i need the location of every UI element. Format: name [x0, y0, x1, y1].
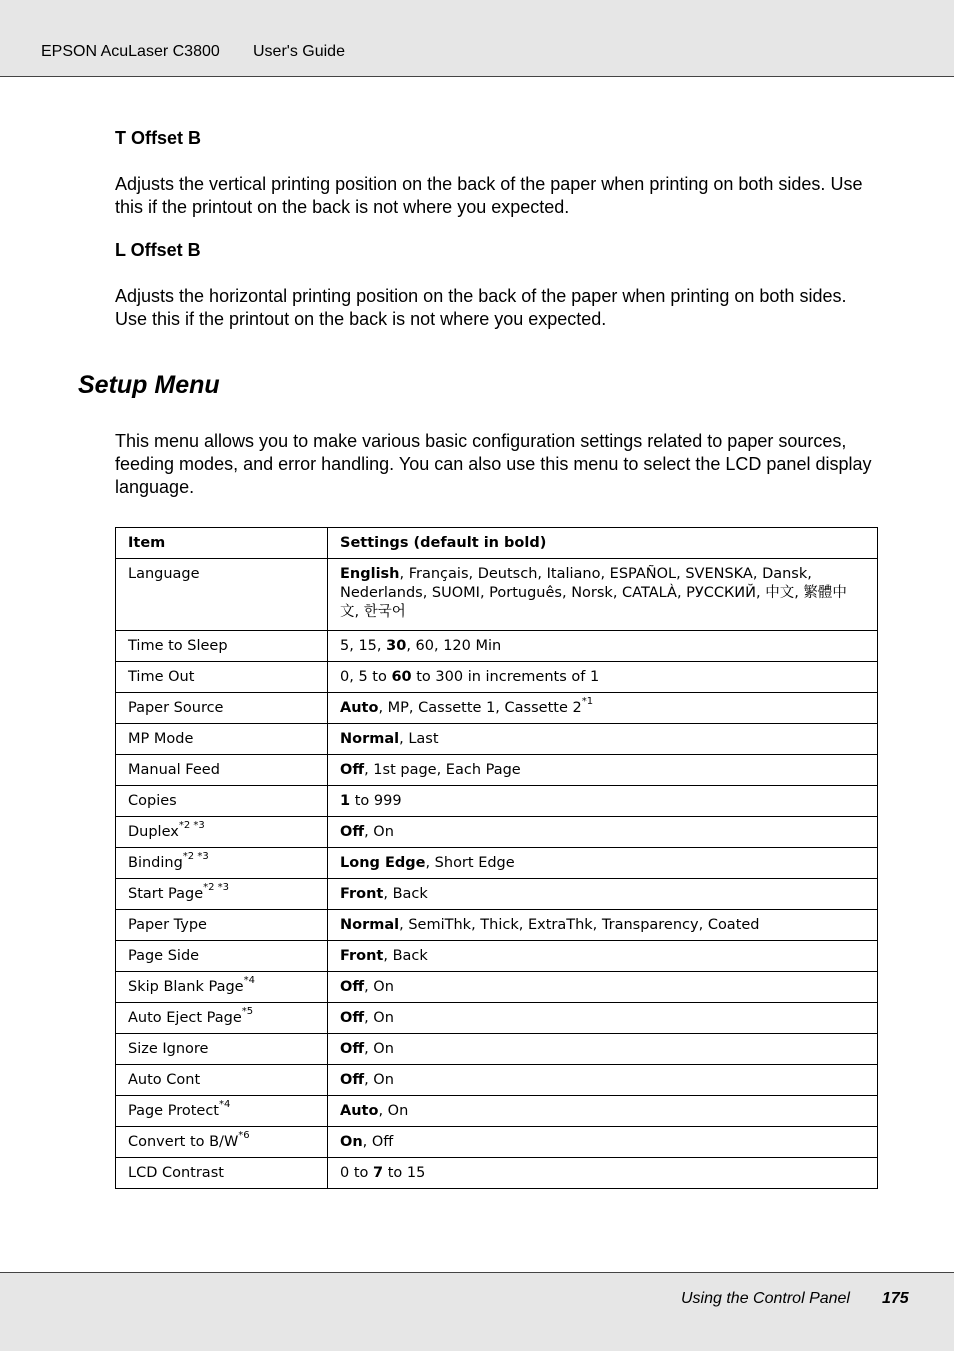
default-value: Auto	[340, 700, 379, 716]
row-settings	[328, 1003, 878, 1034]
item-label: Paper Source	[128, 700, 224, 716]
row-item-name	[116, 848, 328, 879]
item-label: LCD Contrast	[128, 1165, 224, 1181]
row-item-name	[116, 1158, 328, 1189]
row-settings	[328, 1065, 878, 1096]
default-value: 30	[386, 638, 407, 654]
table-row	[116, 879, 878, 910]
row-settings	[328, 879, 878, 910]
settings-rest: , Off	[362, 1134, 394, 1150]
row-item-name	[116, 755, 328, 786]
default-value: Off	[340, 1041, 365, 1057]
column-header-item: Item	[116, 528, 328, 559]
footer-section-title: Using the Control Panel	[681, 1290, 850, 1307]
table-row	[116, 1065, 878, 1096]
item-label: Size Ignore	[128, 1041, 209, 1057]
item-label: Copies	[128, 793, 177, 809]
item-label: Auto Cont	[128, 1072, 201, 1088]
setup-menu-heading: Setup Menu	[78, 371, 220, 399]
footnote-marker: *6	[238, 1130, 250, 1141]
row-settings	[328, 817, 878, 848]
row-item-name	[116, 1127, 328, 1158]
default-value: On	[340, 1134, 363, 1150]
page-number: 175	[882, 1290, 909, 1307]
row-settings	[328, 693, 878, 724]
table-row	[116, 662, 878, 693]
settings-rest: , Short Edge	[425, 855, 515, 871]
header-guide-title: User's Guide	[253, 43, 345, 60]
row-settings	[328, 972, 878, 1003]
default-value: Off	[340, 1072, 365, 1088]
settings-rest: , Last	[399, 731, 439, 747]
settings-prefix: 0 to	[340, 1165, 374, 1181]
table-row	[116, 910, 878, 941]
settings-rest: , On	[378, 1103, 409, 1119]
settings-rest: , Back	[383, 886, 428, 902]
table-row	[116, 786, 878, 817]
page-header	[0, 0, 954, 77]
default-value: Off	[340, 824, 365, 840]
settings-rest: , On	[364, 1010, 394, 1026]
row-item-name	[116, 910, 328, 941]
row-item-name	[116, 559, 328, 631]
table-row	[116, 1003, 878, 1034]
row-item-name	[116, 941, 328, 972]
item-label: Manual Feed	[128, 762, 220, 778]
default-value: English	[340, 566, 400, 582]
item-label: Skip Blank Page	[128, 979, 244, 995]
default-value: Off	[340, 1010, 365, 1026]
t-offset-b-heading: T Offset B	[115, 128, 202, 148]
row-settings	[328, 1127, 878, 1158]
footnote-marker: *5	[241, 1006, 254, 1017]
page-footer	[0, 1272, 954, 1351]
row-settings	[328, 631, 878, 662]
row-item-name	[116, 631, 328, 662]
table-row	[116, 1158, 878, 1189]
row-settings	[328, 724, 878, 755]
footnote-marker: *4	[218, 1099, 231, 1110]
row-settings	[328, 848, 878, 879]
item-label: Page Protect	[128, 1103, 219, 1119]
settings-prefix: 0, 5 to	[340, 669, 392, 685]
settings-rest: , MP, Cassette 1, Cassette 2	[378, 700, 582, 716]
header-product-name: EPSON AcuLaser C3800	[41, 43, 220, 60]
item-label: Paper Type	[128, 917, 207, 933]
row-settings	[328, 1034, 878, 1065]
default-value: Off	[340, 762, 365, 778]
footnote-marker: *2 *3	[178, 820, 205, 831]
default-value: Front	[340, 948, 384, 964]
item-label: Auto Eject Page	[128, 1010, 242, 1026]
t-offset-b-description: Adjusts the vertical printing position on the back of the paper when printing on both sides. Use this if the printout on the back is not where you expected.	[115, 174, 863, 217]
settings-rest: to 15	[383, 1165, 426, 1181]
row-item-name	[116, 786, 328, 817]
row-item-name	[116, 724, 328, 755]
settings-rest: , Français, Deutsch, Italiano, ESPAÑOL, SVENSKA, Dansk, Nederlands, SUOMI, Português, Norsk, CATALÀ, РУССКИЙ, 中文, 繁體中文, 한국어	[340, 566, 847, 620]
row-item-name	[116, 817, 328, 848]
l-offset-b-description: Adjusts the horizontal printing position on the back of the paper when printing on both sides. Use this if the printout on the back is not where you expected.	[115, 286, 847, 329]
settings-rest: to 999	[350, 793, 402, 809]
item-label: Page Side	[128, 948, 200, 964]
table-row	[116, 724, 878, 755]
row-item-name	[116, 1065, 328, 1096]
row-item-name	[116, 1003, 328, 1034]
default-value: Normal	[340, 731, 400, 747]
default-value: Front	[340, 886, 384, 902]
row-item-name	[116, 662, 328, 693]
row-settings	[328, 662, 878, 693]
settings-rest: , On	[364, 1072, 394, 1088]
settings-rest: , 60, 120 Min	[406, 638, 502, 654]
settings-rest: , On	[364, 824, 394, 840]
item-label: Convert to B/W	[128, 1134, 239, 1150]
row-settings	[328, 1096, 878, 1127]
settings-rest: , On	[364, 979, 394, 995]
row-item-name	[116, 693, 328, 724]
default-value: 60	[391, 669, 412, 685]
default-value: 7	[373, 1165, 384, 1181]
l-offset-b-heading: L Offset B	[115, 240, 201, 260]
table-row	[116, 693, 878, 724]
footnote-marker: *4	[243, 975, 255, 986]
row-settings	[328, 941, 878, 972]
row-settings	[328, 786, 878, 817]
table-row	[116, 941, 878, 972]
settings-rest: , Back	[383, 948, 428, 964]
table-header-row	[116, 528, 878, 559]
row-settings	[328, 559, 878, 631]
settings-rest: , SemiThk, Thick, ExtraThk, Transparency, Coated	[399, 917, 760, 933]
row-item-name	[116, 972, 328, 1003]
table-body	[116, 559, 878, 1189]
footnote-marker: *2 *3	[182, 851, 209, 862]
settings-rest: , On	[364, 1041, 394, 1057]
row-item-name	[116, 1096, 328, 1127]
column-header-settings: Settings (default in bold)	[328, 528, 878, 559]
table-row	[116, 631, 878, 662]
footnote-marker: *1	[581, 696, 594, 707]
item-label: Time Out	[128, 669, 195, 685]
settings-prefix: 5, 15,	[340, 638, 387, 654]
row-item-name	[116, 879, 328, 910]
table-row	[116, 559, 878, 631]
footnote-marker: *2 *3	[203, 882, 230, 893]
default-value: Off	[340, 979, 365, 995]
table-row	[116, 1034, 878, 1065]
setup-menu-intro: This menu allows you to make various basic configuration settings related to paper sources, feeding modes, and error handling. You can also use this menu to select the LCD panel display language.	[115, 431, 872, 497]
settings-rest: to 300 in increments of 1	[411, 669, 600, 685]
table-row	[116, 972, 878, 1003]
default-value: 1	[340, 793, 351, 809]
default-value: Auto	[340, 1103, 379, 1119]
item-label: Binding	[128, 855, 183, 871]
setup-menu-table	[115, 527, 878, 1189]
table-row	[116, 817, 878, 848]
item-label: Time to Sleep	[128, 638, 228, 654]
table-row	[116, 1127, 878, 1158]
item-label: Start Page	[128, 886, 204, 902]
item-label: Language	[128, 566, 200, 582]
row-settings	[328, 1158, 878, 1189]
table-row	[116, 755, 878, 786]
default-value: Long Edge	[340, 855, 426, 871]
row-settings	[328, 755, 878, 786]
settings-rest: , 1st page, Each Page	[364, 762, 521, 778]
item-label: MP Mode	[128, 731, 194, 747]
table-row	[116, 1096, 878, 1127]
item-label: Duplex	[128, 824, 179, 840]
row-settings	[328, 910, 878, 941]
default-value: Normal	[340, 917, 400, 933]
table-row	[116, 848, 878, 879]
row-item-name	[116, 1034, 328, 1065]
